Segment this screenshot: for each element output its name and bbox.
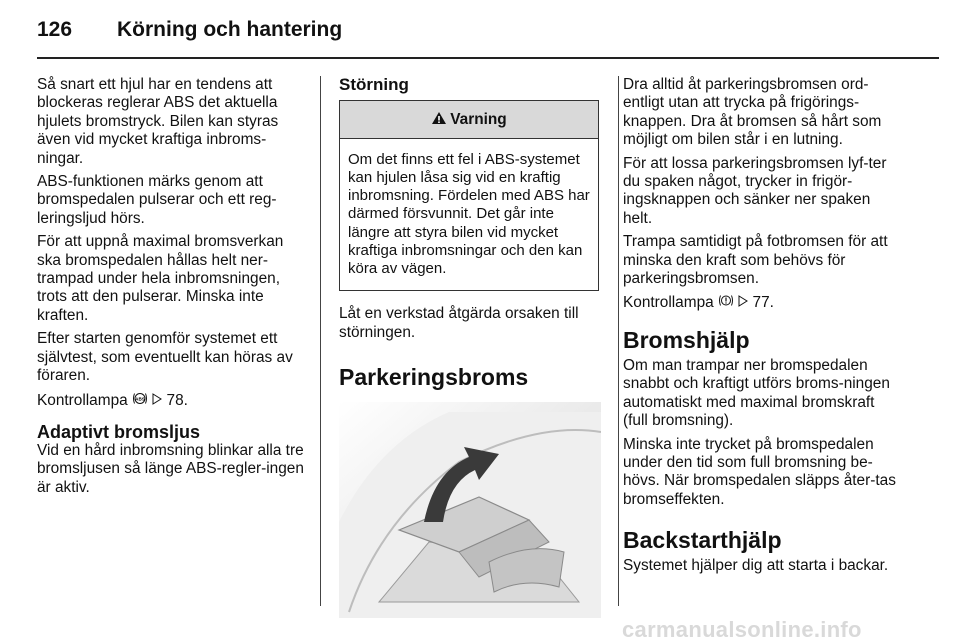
page-header [37, 18, 342, 48]
page-ref-arrow-icon [152, 391, 162, 409]
page-reference: 78. [166, 391, 188, 409]
indicator-reference [623, 293, 903, 312]
paragraph: Trampa samtidigt på fotbromsen för att minska den kraft som behövs för parkeringsbromsen. [623, 233, 888, 288]
page-reference: 77. [752, 294, 774, 312]
warning-box [339, 100, 599, 291]
header-rule [37, 57, 939, 59]
ref-label: Kontrollampa [37, 391, 128, 409]
warning-text: Om det finns ett fel i ABS-systemet kan hjulen låsa sig vid en kraftig inbromsning. Fördelen med ABS har därmed försvunnit. Det går inte längre att styra bilen vid mycket kraftiga inbromsningar och den kan köra av vägen. [348, 150, 590, 278]
column-divider [618, 76, 619, 606]
column-3 [623, 76, 903, 581]
column-2 [339, 76, 601, 618]
section-heading: Adaptivt bromsljus [37, 421, 201, 442]
paragraph: För att uppnå maximal bromsverkan ska bromspedalen hållas helt ner-trampad under hela inbromsningen, trots att den pulserar. Minska inte kraften. [37, 233, 284, 324]
warning-title: Varning [450, 111, 507, 129]
indicator-reference [37, 391, 309, 410]
watermark: carmanualsonline.info [622, 617, 862, 642]
paragraph: Om man trampar ner bromspedalen snabbt och kraftigt utförs broms-ningen automatiskt med maximal bromskraft (full bromsning). [623, 356, 890, 430]
warning-header [340, 101, 598, 138]
paragraph: Så snart ett hjul har en tendens att blockeras reglerar ABS det aktuella hjulets bromstryck. Bilen kan styras även vid mycket kraftiga inbroms-ningar. [37, 76, 279, 167]
paragraph: Efter starten genomför systemet ett självtest, som eventuellt kan höras av föraren. [37, 330, 293, 385]
page-ref-arrow-icon [738, 293, 748, 311]
column-divider [320, 76, 321, 606]
paragraph: Låt en verkstad åtgärda orsaken till störningen. [339, 305, 579, 341]
page-number: 126 [37, 18, 73, 41]
svg-text:ABS: ABS [135, 396, 145, 401]
parking-brake-illustration [339, 402, 601, 618]
abs-icon [132, 391, 148, 409]
section-heading: Bromshjälp [623, 326, 750, 353]
paragraph: Vid en hård inbromsning blinkar alla tre bromsljusen så länge ABS-regler-ingen är aktiv. [37, 441, 304, 496]
section-heading: Parkeringsbroms [339, 364, 529, 391]
chapter-title: Körning och hantering [117, 18, 343, 41]
warning-triangle-icon [431, 111, 447, 129]
ref-label: Kontrollampa [623, 294, 714, 312]
paragraph: Systemet hjälper dig att starta i backar. [623, 557, 889, 575]
column-1 [37, 76, 309, 502]
paragraph: Dra alltid åt parkeringsbromsen ord-entligt utan att trycka på frigörings-knappen. Dra åt bromsen så hårt som möjligt om bilen står i en lutning. [623, 76, 882, 149]
paragraph: ABS-funktionen märks genom att bromspedalen pulserar och ett reg-leringsljud hörs. [37, 173, 277, 227]
paragraph: Minska inte trycket på bromspedalen under den tid som full bromsning be-hövs. När bromspedalen släpps åter-tas bromseffekten. [623, 435, 896, 508]
section-heading: Backstarthjälp [623, 527, 782, 554]
section-heading: Störning [339, 75, 409, 94]
paragraph: För att lossa parkeringsbromsen lyf-ter du spaken något, trycker in frigör-ingsknappen och sänker ner spaken helt. [623, 154, 887, 227]
brake-warning-icon [718, 293, 734, 311]
